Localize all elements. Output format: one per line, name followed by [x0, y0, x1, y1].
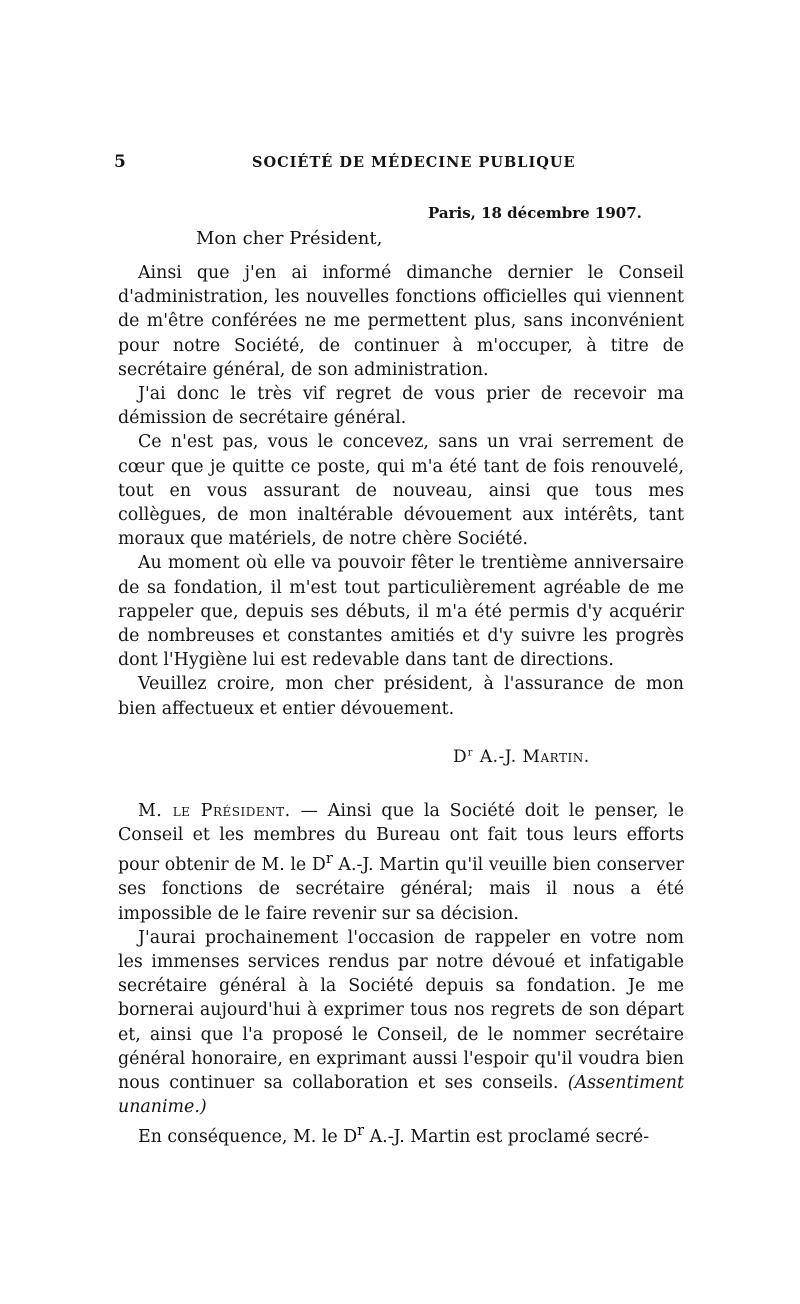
speech-text: J'aurai prochainement l'occasion de rappeler en votre nom les immenses services rendus par notre dévoué et infatigable secrétaire général à la Société depuis sa fondation. Je me bornerai aujourd'hui à exprimer tous nos regrets de son départ et, ainsi que l'a proposé le Conseil, de le nommer secrétaire général honoraire, en exprimant aussi l'espoir qu'il voudra bien nous continuer sa collaboration et ses conseils.	[118, 927, 684, 1094]
speech-text: En conséquence, M. le D	[138, 1127, 358, 1148]
speech-text: A.-J. Martin est proclamé secré-	[364, 1127, 650, 1148]
letter-paragraph: Ce n'est pas, vous le concevez, sans un vrai serrement de cœur que je quitte ce poste, qui m'a été tant de fois renouvelé, tout en vous assurant de nouveau, ainsi que tous mes collègues, de mon inaltérable dévouement aux intérêts, tant moraux que matériels, de notre chère Société.	[118, 432, 684, 550]
letter-dateline: Paris, 18 décembre 1907.	[428, 204, 642, 222]
letter-paragraph: Veuillez croire, mon cher président, à l'assurance de mon bien affectueux et entier dévouement.	[118, 674, 684, 719]
page-header	[112, 150, 684, 176]
letter-salutation: Mon cher Président,	[196, 228, 383, 249]
speaker-name: M. le Président.	[138, 801, 291, 821]
speech-superscript: r	[325, 851, 333, 868]
signature-title: D	[453, 747, 468, 767]
speech-italic-note: (Assentiment unanime.)	[118, 1073, 684, 1118]
letter-paragraph: J'ai donc le très vif regret de vous prier de recevoir ma démission de secrétaire général.	[118, 384, 684, 429]
speech-paragraph	[118, 1119, 684, 1149]
letter-paragraph: Au moment où elle va pouvoir fêter le trentième anniversaire de sa fondation, il m'est tout particulièrement agréable de me rappeler que, depuis ses débuts, il m'a été permis d'y acquérir de nombreuses et constantes amitiés et d'y suivre les progrès dont l'Hygiène lui est redevable dans tant de directions.	[118, 553, 684, 671]
running-title: SOCIÉTÉ DE MÉDECINE PUBLIQUE	[252, 154, 576, 171]
signature-name: A.-J. Martin.	[479, 747, 590, 767]
signature-title-superscript: r	[467, 747, 474, 759]
speech-text: A.-J. Martin qu'il veuille bien conserver ses fonctions de secrétaire général; mais il nous a été impossible de le faire revenir sur sa décision.	[118, 855, 684, 924]
speech-paragraph	[118, 799, 684, 926]
letter-signature	[453, 747, 590, 767]
speech-text: — Ainsi que la Société doit le penser, le Conseil et les membres du Bureau ont fait tous leurs efforts pour obtenir de M. le D	[118, 801, 684, 876]
president-speech	[118, 799, 684, 1149]
page-number: 5	[114, 152, 126, 172]
letter-paragraph: Ainsi que j'en ai informé dimanche dernier le Conseil d'administration, les nouvelles fonctions officielles qui viennent de m'être conférées ne me permettent plus, sans inconvénient pour notre Société, de continuer à m'occuper, à titre de secrétaire général, de son administration.	[118, 263, 684, 380]
speech-paragraph	[118, 926, 684, 1120]
speech-superscript: r	[357, 1123, 365, 1140]
letter-body	[118, 261, 684, 721]
